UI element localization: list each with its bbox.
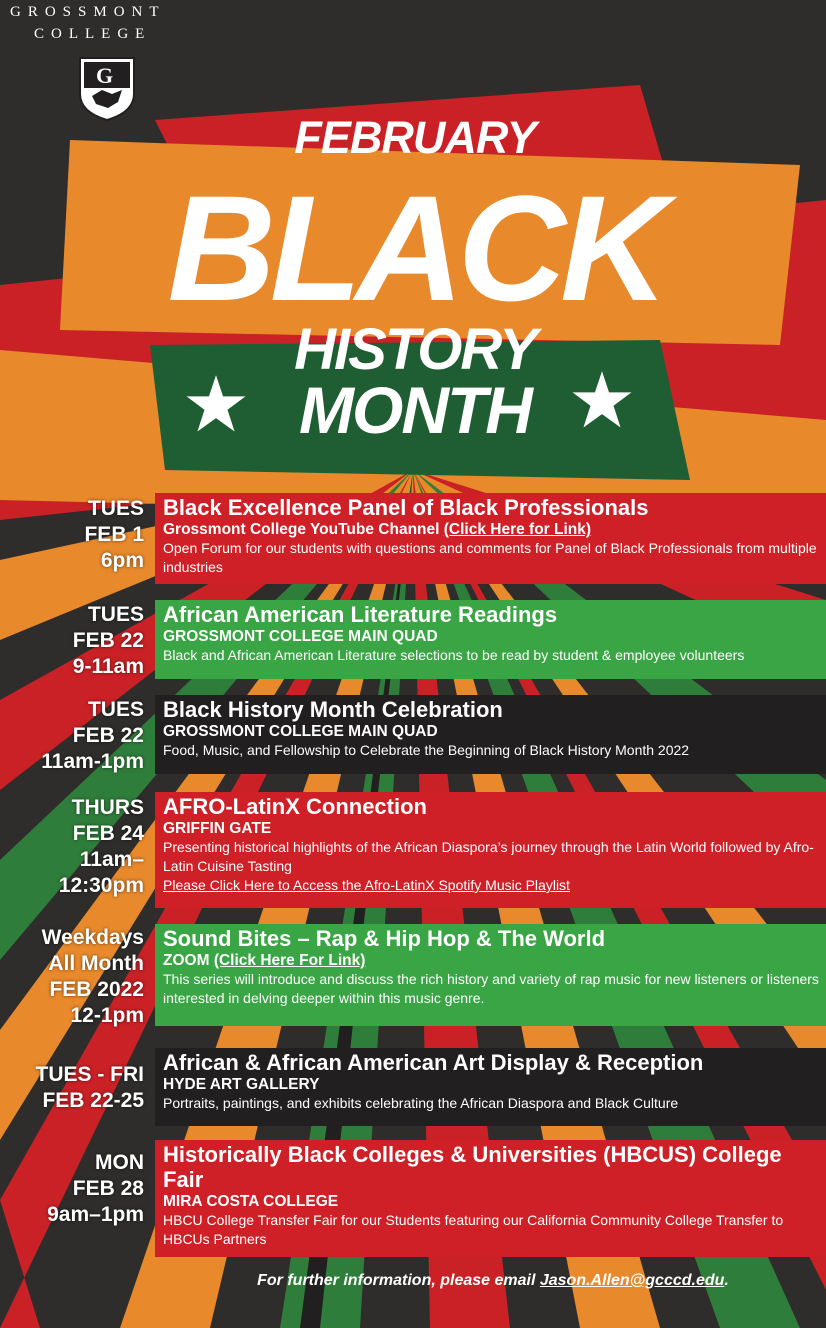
- date-day: TUES - FRI: [35, 1063, 144, 1086]
- event-description: Presenting historical highlights of the African Diaspora’s journey through the Latin World followed by Afro-Latin Cuisine Tasting: [163, 839, 814, 874]
- date-time-end: 12:30pm: [58, 874, 144, 897]
- footer-contact: [160, 1272, 826, 1290]
- date-time: 11am-1pm: [41, 750, 144, 773]
- event-title: AFRO-LatinX Connection: [163, 794, 427, 819]
- date-time: 9am–1pm: [47, 1203, 144, 1226]
- event-card: [155, 695, 826, 774]
- event-description: Portraits, paintings, and exhibits celebrating the African Diaspora and Black Culture: [163, 1095, 679, 1111]
- date-date: FEB 28: [72, 1177, 144, 1200]
- event-location: [163, 520, 820, 539]
- event-title: Sound Bites – Rap & Hip Hop & The World: [163, 926, 606, 951]
- date-date: FEB 1: [84, 523, 144, 546]
- hero-month: MONTH: [299, 373, 531, 447]
- event-card: [155, 1048, 826, 1126]
- date-day: THURS: [71, 796, 144, 819]
- footer-period: .: [724, 1272, 729, 1289]
- event-card: [155, 1140, 826, 1257]
- date-day: TUES: [87, 698, 144, 721]
- event-location: GROSSMONT COLLEGE MAIN QUAD: [163, 723, 438, 740]
- event-date: [59, 795, 144, 899]
- date-day: MON: [95, 1151, 144, 1174]
- date-day: TUES: [87, 497, 144, 520]
- event-location: [163, 951, 820, 970]
- spotify-playlist-link[interactable]: Please Click Here to Access the Afro-LatinX Spotify Music Playlist: [163, 877, 570, 893]
- event-card: [155, 493, 826, 584]
- event-title: Black History Month Celebration: [163, 697, 503, 722]
- date-time: 6pm: [100, 549, 144, 572]
- event-description: Black and African American Literature selections to be read by student & employee volunteers: [163, 647, 745, 663]
- event-description: Food, Music, and Fellowship to Celebrate the Beginning of Black History Month 2022: [163, 742, 690, 758]
- event-date: [42, 925, 144, 1029]
- star-icon: [184, 372, 248, 436]
- event-description: This series will introduce and discuss the rich history and variety of rap music for new listeners or listeners interested in delving deeper within this music genre.: [163, 971, 819, 1006]
- event-title: African & African American Art Display & Reception: [163, 1050, 704, 1075]
- star-icon: [570, 368, 634, 432]
- hero-february: FEBRUARY: [294, 112, 536, 163]
- location-text: Grossmont College YouTube Channel: [163, 521, 440, 538]
- event-location: MIRA COSTA COLLEGE: [163, 1193, 339, 1210]
- event-card: [155, 600, 826, 679]
- date-date: FEB 24: [72, 822, 144, 845]
- event-date: [84, 496, 144, 574]
- date-date: FEB 22: [72, 724, 144, 747]
- event-date: [73, 602, 144, 680]
- date-day: Weekdays: [41, 926, 144, 949]
- date-time: 11am–: [79, 848, 144, 871]
- date-date: FEB 2022: [49, 978, 144, 1001]
- event-description: Open Forum for our students with questions and comments for Panel of Black Professionals from multiple industries: [163, 540, 817, 575]
- email-link[interactable]: Jason.Allen@gcccd.edu: [539, 1272, 725, 1289]
- date-range: All Month: [48, 952, 144, 975]
- hero-history: HISTORY: [294, 317, 536, 382]
- event-location: GROSSMONT COLLEGE MAIN QUAD: [163, 628, 438, 645]
- event-date: [47, 1150, 144, 1228]
- date-time: 12-1pm: [70, 1004, 144, 1027]
- event-card: [155, 924, 826, 1026]
- date-day: TUES: [87, 603, 144, 626]
- college-name-line2: COLLEGE: [34, 26, 152, 42]
- event-location: GRIFFIN GATE: [163, 820, 272, 837]
- event-location: HYDE ART GALLERY: [163, 1076, 320, 1093]
- youtube-link[interactable]: (Click Here for Link): [443, 521, 592, 538]
- event-date: [36, 1062, 145, 1114]
- hero-black: BLACK: [167, 164, 663, 332]
- event-title: Historically Black Colleges & Universities (HBCUS) College Fair: [163, 1142, 782, 1192]
- zoom-link[interactable]: (Click Here For Link): [213, 952, 366, 969]
- event-title: African American Literature Readings: [163, 602, 558, 627]
- date-time: 9-11am: [72, 655, 144, 678]
- college-name-line1: GROSSMONT: [10, 4, 166, 20]
- event-title: Black Excellence Panel of Black Professionals: [163, 495, 649, 520]
- location-text: ZOOM: [163, 952, 210, 969]
- date-date: FEB 22: [72, 629, 144, 652]
- event-description: HBCU College Transfer Fair for our Students featuring our California Community College Transfer to HBCUs Partners: [163, 1212, 784, 1247]
- event-date: [41, 697, 144, 775]
- college-shield-logo: [78, 56, 136, 122]
- event-card: [155, 792, 826, 908]
- footer-text: For further information, please email: [257, 1272, 536, 1289]
- date-date: FEB 22-25: [42, 1089, 144, 1112]
- svg-text:G: G: [96, 63, 114, 88]
